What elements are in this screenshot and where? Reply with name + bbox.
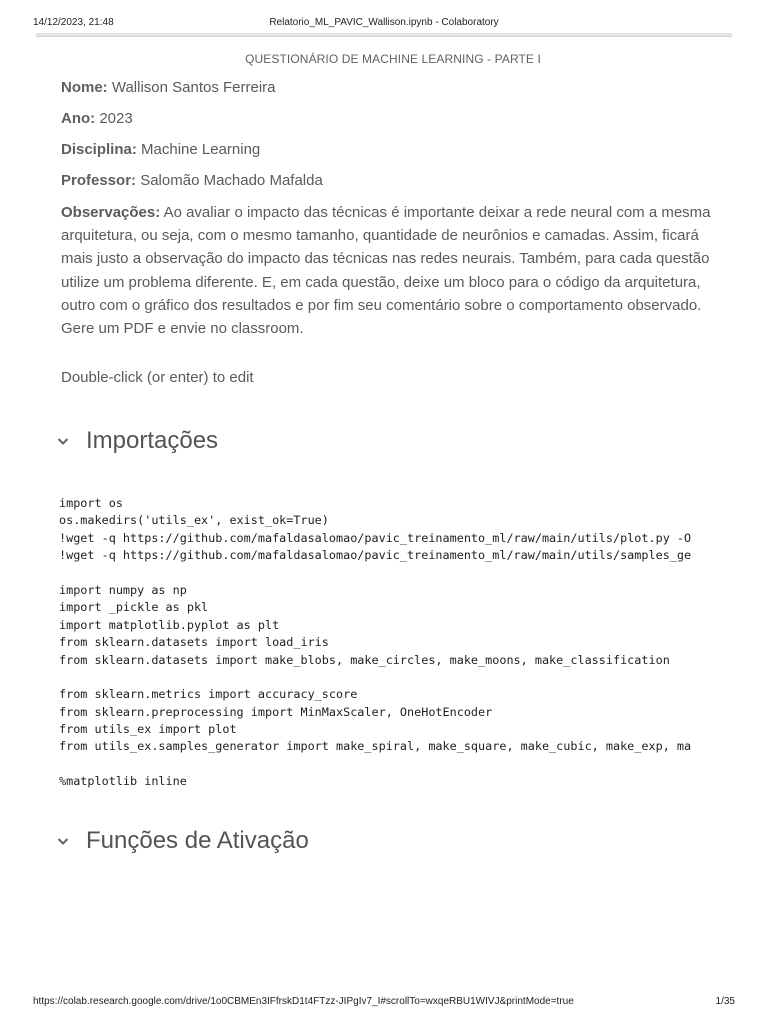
field-ano-label: Ano: xyxy=(61,110,96,127)
chevron-down-icon[interactable] xyxy=(55,433,71,449)
field-professor-label: Professor: xyxy=(61,172,137,189)
section-importacoes[interactable] xyxy=(55,424,218,458)
code-line: from utils_ex import plot xyxy=(59,722,237,737)
print-url: https://colab.research.google.com/drive/1o0CBMEn3IFfrskD1t4FTzz-JIPgIv7_I#scrollTo=wxqeRBU1WIVJ&printMode=true xyxy=(33,996,574,1007)
print-doc-title: Relatorio_ML_PAVIC_Wallison.ipynb - Colaboratory xyxy=(269,17,499,28)
code-line xyxy=(59,756,720,773)
code-line: import matplotlib.pyplot as plt xyxy=(59,617,280,632)
chevron-down-icon[interactable] xyxy=(55,833,71,849)
print-datetime: 14/12/2023, 21:48 xyxy=(33,17,114,28)
field-professor xyxy=(61,171,731,191)
field-nome xyxy=(61,78,731,98)
code-line: from sklearn.datasets import make_blobs, make_circles, make_moons, make_classification xyxy=(59,652,670,667)
field-ano xyxy=(61,109,731,129)
section-title: Importações xyxy=(86,427,219,454)
section-title: Funções de Ativação xyxy=(86,827,309,854)
field-observacoes-label: Observações: xyxy=(61,204,161,221)
code-line: os.makedirs('utils_ex', exist_ok=True) xyxy=(59,513,329,528)
code-line: !wget -q https://github.com/mafaldasalomao/pavic_treinamento_ml/raw/main/utils/samples_ge xyxy=(59,548,692,563)
field-nome-label: Nome: xyxy=(61,79,108,96)
toolbar-divider xyxy=(36,33,732,37)
field-disciplina-value: Machine Learning xyxy=(141,141,261,158)
field-professor-value: Salomão Machado Mafalda xyxy=(140,172,323,189)
field-disciplina xyxy=(61,140,731,160)
edit-hint[interactable]: Double-click (or enter) to edit xyxy=(61,369,254,386)
field-observacoes-value: Ao avaliar o impacto das técnicas é importante deixar a rede neural com a mesma arquitetura, ou seja, com o mesmo tamanho, quantidade de neurônios e camadas. Assim, ficará mais justo a observação do impacto das técnicas nas redes neurais. Também, para cada questão utilize um problema diferente. E, em cada questão, deixe um bloco para o código da arquitetura, outro com o gráfico dos resultados e por fim seu comentário sobre o comportamento observado. Gere um PDF e envie no classroom. xyxy=(61,204,711,338)
code-cell-imports[interactable] xyxy=(59,495,720,795)
code-line xyxy=(59,669,720,686)
code-line: import numpy as np xyxy=(59,582,187,597)
code-line: from utils_ex.samples_generator import make_spiral, make_square, make_cubic, make_exp, ma xyxy=(59,739,692,754)
field-nome-value: Wallison Santos Ferreira xyxy=(111,79,276,96)
field-disciplina-label: Disciplina: xyxy=(61,141,137,158)
section-funcoes-ativacao[interactable] xyxy=(55,824,309,858)
code-line: %matplotlib inline xyxy=(59,774,187,789)
code-line: from sklearn.datasets import load_iris xyxy=(59,635,329,650)
page-number: 1/35 xyxy=(715,996,735,1007)
notebook-title: QUESTIONÁRIO DE MACHINE LEARNING - PARTE I xyxy=(245,52,541,66)
field-ano-value: 2023 xyxy=(99,110,133,127)
code-line: !wget -q https://github.com/mafaldasalomao/pavic_treinamento_ml/raw/main/utils/plot.py -O xyxy=(59,530,692,545)
code-line: import os xyxy=(59,496,123,510)
print-header xyxy=(0,0,768,44)
code-line: import _pickle as pkl xyxy=(59,600,209,615)
field-observacoes xyxy=(61,201,729,340)
code-line: from sklearn.preprocessing import MinMaxScaler, OneHotEncoder xyxy=(59,704,493,719)
code-line xyxy=(59,565,720,582)
code-line: from sklearn.metrics import accuracy_score xyxy=(59,687,358,702)
